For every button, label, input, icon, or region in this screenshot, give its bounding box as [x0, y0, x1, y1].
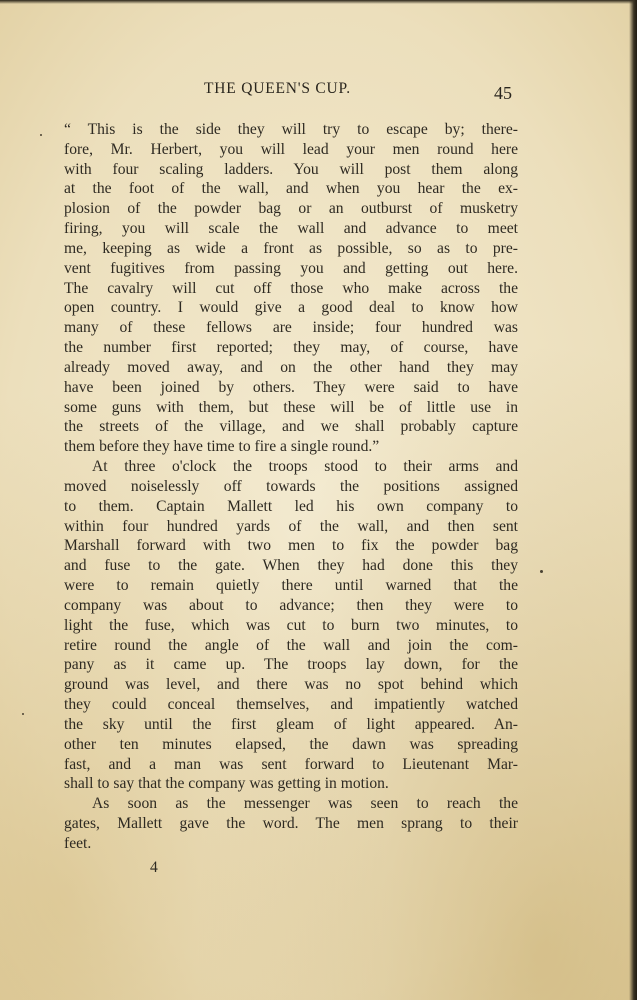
paper-speck: [40, 134, 42, 136]
text-line: feet.: [64, 834, 92, 852]
text-line: have been joined by others. They were said to have: [64, 378, 518, 396]
text-line: them before they have time to fire a single round.”: [64, 438, 380, 456]
running-title: THE QUEEN'S CUP.: [204, 80, 351, 97]
text-line: firing, you will scale the wall and advance to meet: [64, 220, 518, 238]
text-line: to them. Captain Mallett led his own company to: [64, 497, 518, 515]
text-line: pany as it came up. The troops lay down, for the: [64, 656, 518, 674]
text-line: the number first reported; they may, of course, have: [64, 339, 518, 357]
text-line: At three o'clock the troops stood to their arms and: [92, 458, 518, 476]
text-line: The cavalry will cut off those who make across the: [64, 279, 518, 297]
text-line: “ This is the side they will try to escape by; there-: [64, 121, 518, 138]
text-line: at the foot of the wall, and when you hear the ex-: [64, 180, 518, 198]
text-line: As soon as the messenger was seen to reach the: [92, 795, 518, 813]
text-line: other ten minutes elapsed, the dawn was spreading: [64, 735, 518, 753]
text-line: moved noiselessly off towards the positions assigned: [64, 477, 518, 495]
text-line: the sky until the first gleam of light appeared. An-: [64, 715, 518, 733]
text-line: some guns with them, but these will be of little use in: [64, 398, 518, 416]
text-line: gates, Mallett gave the word. The men sprang to their: [64, 814, 518, 832]
text-line: open country. I would give a good deal to know how: [64, 299, 518, 317]
text-line: me, keeping as wide a front as possible, so as to pre-: [64, 239, 518, 257]
text-line: and fuse to the gate. When they had done this they: [64, 557, 518, 575]
text-line: ground was level, and there was no spot behind which: [64, 676, 518, 694]
text-line: light the fuse, which was cut to burn two minutes, to: [64, 616, 518, 634]
text-line: many of these fellows are inside; four hundred was: [64, 319, 518, 337]
body-text: [64, 120, 518, 854]
text-line: shall to say that the company was getting in motion.: [64, 775, 389, 793]
text-line: vent fugitives from passing you and getting out here.: [64, 259, 518, 277]
text-line: fast, and a man was sent forward to Lieutenant Mar-: [64, 755, 518, 773]
running-head: [0, 80, 637, 102]
page-right-edge: [629, 0, 637, 1000]
page-top-edge: [0, 0, 637, 4]
text-line: plosion of the powder bag or an outburst of musketry: [64, 200, 518, 218]
text-line: were to remain quietly there until warned that the: [64, 577, 518, 595]
paper-speck: [22, 713, 24, 715]
text-line: fore, Mr. Herbert, you will lead your men round here: [64, 140, 518, 158]
text-line: already moved away, and on the other hand they may: [64, 358, 518, 376]
text-line: Marshall forward with two men to fix the powder bag: [64, 537, 518, 555]
text-line: with four scaling ladders. You will post them along: [64, 160, 518, 178]
page-number: 45: [494, 83, 512, 103]
text-line: company was about to advance; then they were to: [64, 596, 518, 614]
text-line: the streets of the village, and we shall probably capture: [64, 418, 518, 436]
text-line: retire round the angle of the wall and join the com-: [64, 636, 518, 654]
text-line: within four hundred yards of the wall, and then sent: [64, 517, 518, 535]
signature-mark: 4: [150, 859, 158, 876]
paper-speck: [540, 570, 543, 573]
text-line: they could conceal themselves, and impatiently watched: [64, 696, 518, 714]
